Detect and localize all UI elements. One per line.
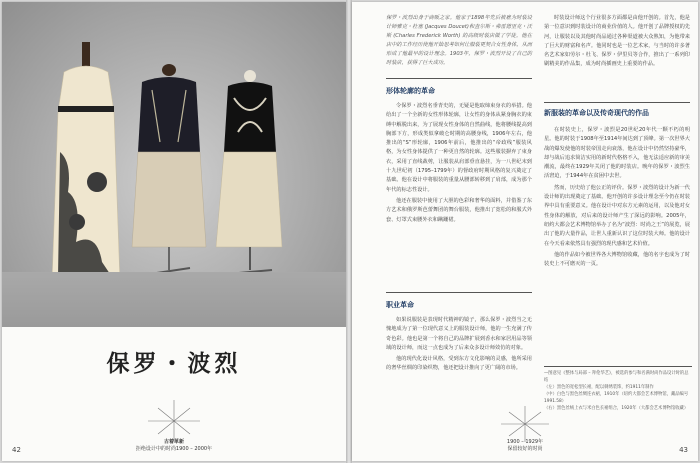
decorative-star-icon	[495, 406, 555, 442]
section-heading-career: 职业革命	[386, 301, 414, 309]
section1-paragraph: 他还在服装中使用了大胆的色彩和奢华的面料，并借鉴了东方艺术和俄罗斯芭蕾舞团的舞台服装，他推出了宽松的和服式外套、灯罩式束腰外衣和蹒跚裙。	[386, 197, 532, 223]
left-footer-line2: 拒绝设计中的时尚1900 – 2000年	[135, 446, 213, 452]
section3-paragraph: 在时装史上，保罗・波烈是20世纪20年代一颗不朽的明星。他的时装于1908年至1914年间达到了顶峰。第一次世界大战的爆发使他的时装帝国走向衰落，他在设计中仍然坚持豪华，却与战后追求简洁实用的新时代格格不入，他无法适应新的审美潮流，最终在1929年关闭了他的时装店。晚年的保罗・波烈生活窘迫，于1944年在贫困中去世。	[544, 127, 690, 180]
chapter-title: 保罗・波烈	[106, 351, 242, 377]
left-page-number: 42	[12, 446, 21, 454]
left-page	[2, 2, 346, 461]
photo-floor	[2, 272, 346, 327]
footnote-line: —图意见《整体与局部 – 拜伦华艺》，被选的参与和名满时尚作品设计时的总结	[544, 371, 689, 383]
right-running-footer	[352, 439, 698, 453]
right-page-number: 43	[679, 446, 688, 454]
left-running-footer	[2, 439, 346, 453]
section3-paragraph: 他的作品如今被世界各大博物馆收藏，他的名字也成为了时装史上不可磨灭的一页。	[544, 251, 690, 268]
middle-dress	[132, 64, 206, 274]
section-heading-new-clothing: 新服装的革命以及传奇现代的作品	[544, 109, 649, 117]
section-body-career	[386, 316, 532, 376]
right-dress	[216, 70, 282, 274]
decorative-star-icon	[144, 400, 204, 442]
right-footer-line2: 保留较好的时尚	[507, 446, 543, 452]
footnote-line: （右）黑色丝绒上衣与米白色长裙组合，1920年（大都会艺术博物馆收藏）	[544, 406, 689, 411]
intro-caption	[386, 14, 532, 70]
footnote-line: （中）白色与黑色丝绸连衣裙，1910年（纽约大都会艺术博物馆，藏品编号1991.58）	[544, 392, 689, 404]
right-page	[352, 2, 698, 461]
section1-paragraph: 令保罗・波烈名垂青史的，无疑是他取缔束身衣的举措。他给出了一个全新的女性形体轮廓，让女性的身体从紧身胸衣的束缚中解脱出来，为了展现女性身体的自然曲线，他将腰线提高到胸部下方，形成类似拿破仑时期的高腰身线，1906年左右，他推出的“S”形轮廓，1906年前后，他推出的“帝政线”服装风格，为女性身体提供了一种更自然的轮廓。这些服装摒弃了束身衣，采用了直线裁剪，让服装从肩部垂直悬挂，为一八世纪末到十九世纪初（1795–1799年）的督政府时期风格的复兴奠定了基础。他在设计中将服装的重量从腰部转移到了肩部，成为那个年代的标志性设计。	[386, 103, 532, 193]
section-heading-silhouette: 形体轮廓的革命	[386, 87, 435, 95]
section3-paragraph: 然而，历史给了他公正的评价。保罗・波烈的设计为新一代设计师的出现奠定了基础。他开创的许多设计理念至今仍在时装界中具有重要意义。他在设计中对东方元素的运用，以及他对女性身体的解放，对后来的设计师产生了深远的影响。2005年，纽约大都会艺术博物馆举办了名为“波烈：时尚之王”的展览，展出了他的大量作品，让世人重新认识了这位时装大师。他的设计在今天看来依然具有强烈的现代感和艺术价值。	[544, 184, 690, 247]
footnote-rule	[544, 366, 692, 367]
right-footer-line1: 1900 – 1929年	[506, 439, 544, 445]
caption-rule	[386, 78, 532, 79]
col2-top-text	[544, 14, 690, 72]
dress-forms-photo	[2, 2, 346, 327]
section2-paragraph: 如果说服装是表现时代精神的镜子，那么保罗・波烈当之无愧地成为了第一位现代意义上的服装设计师，他的一生充满了传奇色彩。他也是第一个将自己的品牌扩展到香水和家居用品等领域的设计师，而这一点也成为了后来众多设计师效仿的对象。	[386, 317, 532, 351]
section2-rule	[386, 292, 532, 293]
section-body-new-clothing	[544, 126, 690, 271]
footnotes	[544, 370, 692, 412]
section-body-silhouette	[386, 102, 532, 227]
left-footer-line1: 古着革新	[163, 439, 184, 445]
left-dress	[52, 42, 120, 302]
intro-caption-text: 保罗・波烈出身于商贩之家。他家于1898年先后被雇为时装设计师雅克・杜塞 (Jacques Doucet)和查尔斯・弗雷德里克・沃斯 (Charles Frederick Worth) 的高级时装店做了学徒。他在店中的工作经历使他开始思考如何让服装更契合女性身体，从而形成了他最早的设计理念。1903年，保罗・波烈开设了自己的时装店，获得了巨大成功。	[386, 15, 532, 66]
section2-paragraph: 他的现代化设计风格，受到东方文化影响的灵感，他所采用的奢华丝绸的印染织物，他还把设计推向了更广阔的市场。	[386, 356, 532, 372]
col2-top-paragraph: 时装设计师这个行业很多方面都是由他开创的。首先，他是第一位意识到时装设计的商业价值的人。他开创了品牌授权的先河，让服装以及其他时尚品通过各种渠道被大众熟知，为他带来了巨大的财富和名声。他同时也是一位艺术家，与当时的许多著名艺术家如劳尔・杜飞、保罗・伊里贝等合作，推出了一系列印刷精美的作品集，成为时尚插画史上重要的作品。	[544, 15, 690, 68]
footnote-line: （左）黑色的宽松型长裙，配以刺绣装饰，约1911年制作	[544, 385, 654, 390]
section3-rule	[544, 102, 690, 103]
